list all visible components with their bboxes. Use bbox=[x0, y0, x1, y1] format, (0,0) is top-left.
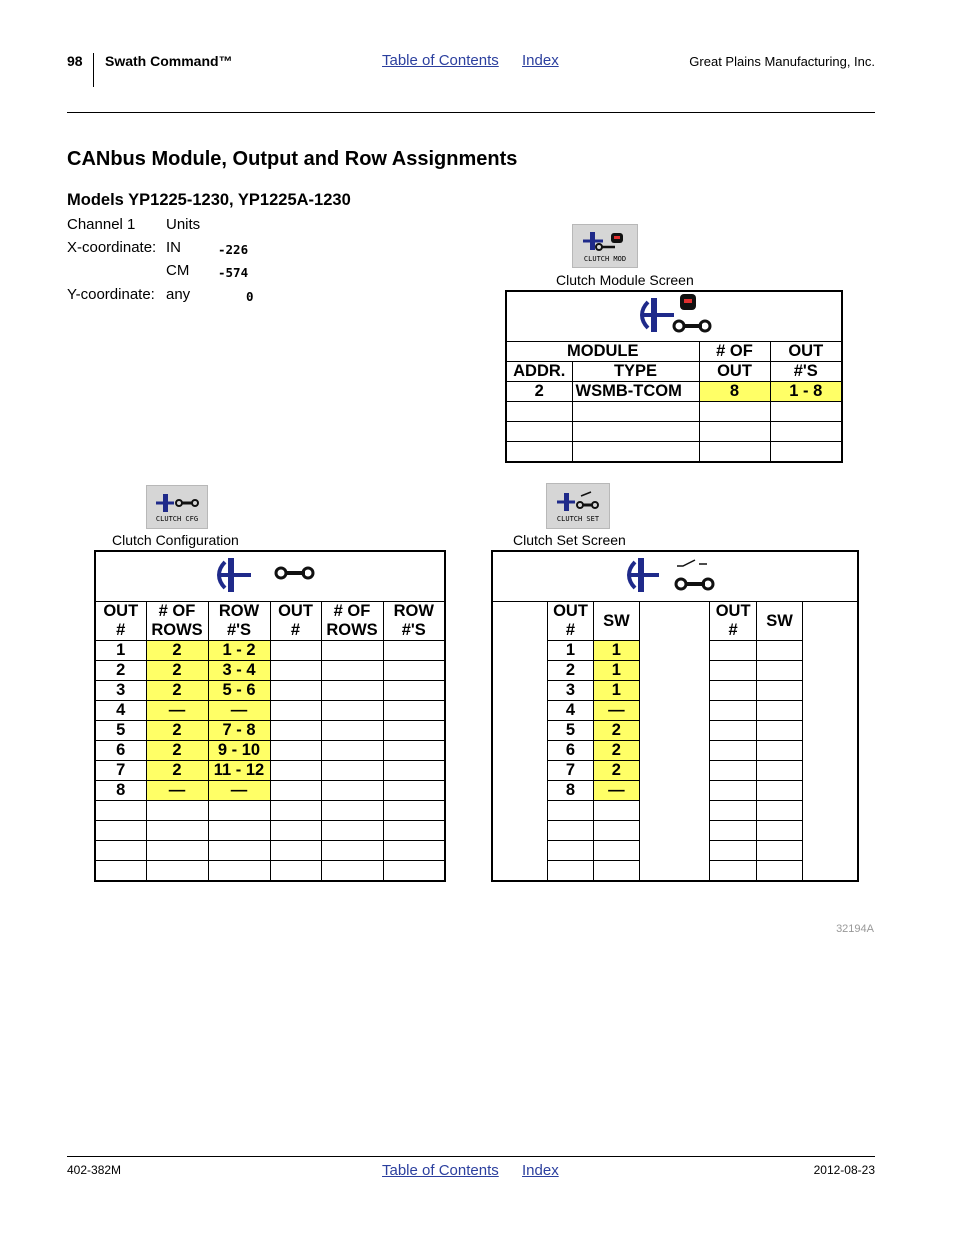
config-empty-cell bbox=[383, 861, 445, 882]
config-empty-cell bbox=[383, 641, 445, 661]
set-sw-cell: 1 bbox=[593, 681, 639, 701]
config-empty-cell bbox=[270, 661, 321, 681]
config-empty-cell bbox=[95, 821, 146, 841]
module-out-count-cell: 8 bbox=[699, 382, 770, 402]
document-code: 402-382M bbox=[67, 1163, 122, 1177]
models-subtitle: Models YP1225-1230, YP1225A-1230 bbox=[67, 191, 351, 209]
config-empty-cell bbox=[383, 801, 445, 821]
set-spacer-cell bbox=[639, 602, 709, 882]
table-row bbox=[95, 861, 445, 882]
set-header-cell: SW bbox=[757, 602, 803, 641]
set-empty-cell bbox=[710, 641, 757, 661]
set-empty-cell bbox=[757, 801, 803, 821]
set-icon-cell bbox=[492, 551, 858, 602]
y-value: 0 bbox=[246, 289, 254, 304]
config-out-cell: 5 bbox=[95, 721, 146, 741]
table-row bbox=[95, 641, 445, 661]
table-row bbox=[95, 801, 445, 821]
module-out-range-cell: 1 - 8 bbox=[770, 382, 842, 402]
x-coordinate-label: X-coordinate: bbox=[67, 239, 157, 256]
config-empty-cell bbox=[95, 861, 146, 882]
set-empty-cell bbox=[710, 741, 757, 761]
config-rows-count-cell: 2 bbox=[146, 681, 208, 701]
table-row bbox=[95, 761, 445, 781]
config-empty-cell bbox=[95, 841, 146, 861]
header-rule bbox=[67, 112, 875, 113]
type-header: TYPE bbox=[572, 362, 699, 382]
y-unit-label: any bbox=[166, 286, 191, 303]
set-empty-cell bbox=[548, 861, 594, 882]
set-sw-cell: 2 bbox=[593, 741, 639, 761]
config-out-cell: 3 bbox=[95, 681, 146, 701]
num-of-header: # OF bbox=[699, 342, 770, 362]
config-empty-cell bbox=[321, 641, 383, 661]
config-empty-cell bbox=[321, 741, 383, 761]
clutch-config-table bbox=[94, 550, 446, 882]
header-toc-link[interactable]: Table of Contents bbox=[382, 52, 499, 69]
units-label: Units bbox=[166, 216, 201, 233]
clutch-switch-wrench-icon bbox=[625, 552, 725, 596]
config-empty-cell bbox=[146, 841, 208, 861]
set-sw-cell: — bbox=[593, 781, 639, 801]
svg-text:CLUTCH MOD: CLUTCH MOD bbox=[583, 255, 627, 263]
config-empty-cell bbox=[208, 861, 270, 882]
table-row bbox=[95, 681, 445, 701]
config-row-range-cell: 7 - 8 bbox=[208, 721, 270, 741]
set-empty-cell bbox=[710, 661, 757, 681]
config-header-cell: # OF ROWS bbox=[321, 602, 383, 641]
set-empty-cell bbox=[548, 821, 594, 841]
config-out-cell: 7 bbox=[95, 761, 146, 781]
set-sw-cell: 2 bbox=[593, 721, 639, 741]
config-row-range-cell: — bbox=[208, 701, 270, 721]
config-empty-cell bbox=[270, 841, 321, 861]
set-empty-cell bbox=[593, 821, 639, 841]
clutch-config-button[interactable] bbox=[146, 485, 208, 529]
set-out-cell: 2 bbox=[548, 661, 594, 681]
set-empty-cell bbox=[593, 841, 639, 861]
table-row bbox=[95, 781, 445, 801]
clutch-set-caption: Clutch Set Screen bbox=[513, 532, 626, 548]
table-row bbox=[95, 721, 445, 741]
config-empty-cell bbox=[270, 861, 321, 882]
set-sw-cell: 2 bbox=[593, 761, 639, 781]
page-title: CANbus Module, Output and Row Assignments bbox=[67, 148, 518, 170]
config-empty-cell bbox=[383, 781, 445, 801]
set-empty-cell bbox=[710, 701, 757, 721]
set-empty-cell bbox=[710, 761, 757, 781]
config-rows-count-cell: — bbox=[146, 701, 208, 721]
config-empty-cell bbox=[270, 721, 321, 741]
table-row bbox=[95, 821, 445, 841]
set-out-cell: 5 bbox=[548, 721, 594, 741]
set-header-row bbox=[492, 602, 858, 641]
set-empty-cell bbox=[757, 681, 803, 701]
module-type-cell: WSMB-TCOM bbox=[572, 382, 699, 402]
config-empty-cell bbox=[321, 821, 383, 841]
config-header-cell: OUT # bbox=[270, 602, 321, 641]
config-empty-cell bbox=[383, 741, 445, 761]
clutch-config-caption: Clutch Configuration bbox=[112, 532, 239, 548]
config-empty-cell bbox=[383, 661, 445, 681]
set-empty-cell bbox=[710, 681, 757, 701]
config-out-cell: 4 bbox=[95, 701, 146, 721]
set-out-cell: 1 bbox=[548, 641, 594, 661]
config-rows-count-cell: 2 bbox=[146, 721, 208, 741]
header-index-link[interactable]: Index bbox=[522, 52, 559, 69]
clutch-module-caption: Clutch Module Screen bbox=[556, 272, 694, 288]
config-empty-cell bbox=[208, 821, 270, 841]
config-empty-cell bbox=[383, 841, 445, 861]
set-out-cell: 7 bbox=[548, 761, 594, 781]
set-empty-cell bbox=[757, 641, 803, 661]
clutch-module-button[interactable] bbox=[572, 224, 638, 268]
set-empty-cell bbox=[710, 821, 757, 841]
config-row-range-cell: 3 - 4 bbox=[208, 661, 270, 681]
config-empty-cell bbox=[383, 761, 445, 781]
clutch-module-icon bbox=[573, 225, 637, 267]
config-row-range-cell: 9 - 10 bbox=[208, 741, 270, 761]
config-row-range-cell: — bbox=[208, 781, 270, 801]
table-row bbox=[95, 661, 445, 681]
config-header-cell: OUT # bbox=[95, 602, 146, 641]
config-row-range-cell: 1 - 2 bbox=[208, 641, 270, 661]
set-empty-cell bbox=[757, 861, 803, 882]
module-icon-cell bbox=[506, 291, 842, 342]
set-empty-cell bbox=[593, 861, 639, 882]
config-empty-cell bbox=[270, 701, 321, 721]
config-empty-cell bbox=[270, 781, 321, 801]
footer-toc-link[interactable]: Table of Contents bbox=[382, 1162, 499, 1179]
clutch-wrench-icon bbox=[634, 292, 714, 336]
set-header-cell: OUT # bbox=[710, 602, 757, 641]
config-empty-cell bbox=[270, 641, 321, 661]
config-out-cell: 2 bbox=[95, 661, 146, 681]
config-empty-cell bbox=[270, 741, 321, 761]
out-header: OUT bbox=[770, 342, 842, 362]
in-value: -226 bbox=[218, 242, 249, 257]
config-empty-cell bbox=[321, 761, 383, 781]
config-empty-cell bbox=[321, 701, 383, 721]
clutch-set-table bbox=[491, 550, 859, 882]
config-empty-cell bbox=[208, 801, 270, 821]
config-empty-cell bbox=[321, 801, 383, 821]
config-rows-count-cell: — bbox=[146, 781, 208, 801]
set-sw-cell: 1 bbox=[593, 641, 639, 661]
out-count-header: OUT bbox=[699, 362, 770, 382]
page-number: 98 bbox=[67, 53, 83, 69]
set-empty-cell bbox=[710, 841, 757, 861]
config-empty-cell bbox=[95, 801, 146, 821]
config-empty-cell bbox=[146, 801, 208, 821]
footer-date: 2012-08-23 bbox=[813, 1163, 875, 1177]
table-row bbox=[506, 402, 842, 422]
config-empty-cell bbox=[146, 821, 208, 841]
footer-rule bbox=[67, 1156, 875, 1157]
product-title: Swath Command™ bbox=[105, 53, 233, 69]
cm-value: -574 bbox=[218, 265, 249, 280]
set-out-cell: 3 bbox=[548, 681, 594, 701]
set-empty-cell bbox=[757, 761, 803, 781]
config-empty-cell bbox=[321, 661, 383, 681]
table-row bbox=[95, 701, 445, 721]
set-sw-cell: 1 bbox=[593, 661, 639, 681]
header-divider bbox=[93, 53, 94, 87]
config-empty-cell bbox=[208, 841, 270, 861]
clutch-set-button[interactable] bbox=[546, 483, 610, 529]
module-addr-cell: 2 bbox=[506, 382, 572, 402]
config-empty-cell bbox=[321, 721, 383, 741]
config-empty-cell bbox=[383, 701, 445, 721]
set-empty-cell bbox=[757, 781, 803, 801]
config-rows-count-cell: 2 bbox=[146, 761, 208, 781]
clutch-set-icon bbox=[547, 484, 609, 528]
set-out-cell: 4 bbox=[548, 701, 594, 721]
config-header-cell: # OF ROWS bbox=[146, 602, 208, 641]
config-rows-count-cell: 2 bbox=[146, 741, 208, 761]
table-row bbox=[95, 741, 445, 761]
in-label: IN bbox=[166, 239, 181, 256]
set-empty-cell bbox=[710, 721, 757, 741]
set-header-cell: OUT # bbox=[548, 602, 594, 641]
set-empty-cell bbox=[757, 741, 803, 761]
config-empty-cell bbox=[146, 861, 208, 882]
set-empty-cell bbox=[757, 661, 803, 681]
config-empty-cell bbox=[321, 781, 383, 801]
clutch-module-table bbox=[505, 290, 843, 463]
config-empty-cell bbox=[270, 821, 321, 841]
footer-index-link[interactable]: Index bbox=[522, 1162, 559, 1179]
set-empty-cell bbox=[548, 801, 594, 821]
config-empty-cell bbox=[321, 681, 383, 701]
config-rows-count-cell: 2 bbox=[146, 661, 208, 681]
set-empty-cell bbox=[593, 801, 639, 821]
config-empty-cell bbox=[321, 861, 383, 882]
svg-text:CLUTCH SET: CLUTCH SET bbox=[556, 515, 600, 523]
table-row bbox=[506, 422, 842, 442]
config-empty-cell bbox=[270, 681, 321, 701]
config-header-cell: ROW #'S bbox=[208, 602, 270, 641]
clutch-config-icon bbox=[147, 486, 207, 528]
config-empty-cell bbox=[270, 801, 321, 821]
config-empty-cell bbox=[383, 681, 445, 701]
set-header-cell: SW bbox=[593, 602, 639, 641]
config-empty-cell bbox=[383, 821, 445, 841]
set-empty-cell bbox=[710, 861, 757, 882]
set-empty-cell bbox=[757, 841, 803, 861]
cm-label: CM bbox=[166, 262, 190, 279]
module-header: MODULE bbox=[506, 342, 699, 362]
set-empty-cell bbox=[757, 721, 803, 741]
config-header-cell: ROW #'S bbox=[383, 602, 445, 641]
table-row bbox=[506, 442, 842, 463]
set-empty-cell bbox=[710, 781, 757, 801]
config-empty-cell bbox=[383, 721, 445, 741]
channel-label: Channel 1 bbox=[67, 216, 136, 233]
svg-text:CLUTCH CFG: CLUTCH CFG bbox=[155, 515, 199, 523]
addr-header: ADDR. bbox=[506, 362, 572, 382]
config-row-range-cell: 5 - 6 bbox=[208, 681, 270, 701]
y-coordinate-label: Y-coordinate: bbox=[67, 286, 155, 303]
set-spacer-cell bbox=[492, 602, 548, 882]
config-out-cell: 8 bbox=[95, 781, 146, 801]
table-row bbox=[506, 382, 842, 402]
company-name: Great Plains Manufacturing, Inc. bbox=[689, 54, 875, 69]
out-numbers-header: #'S bbox=[770, 362, 842, 382]
set-empty-cell bbox=[548, 841, 594, 861]
set-spacer-cell bbox=[802, 602, 858, 882]
config-empty-cell bbox=[321, 841, 383, 861]
set-out-cell: 6 bbox=[548, 741, 594, 761]
config-row-range-cell: 11 - 12 bbox=[208, 761, 270, 781]
set-sw-cell: — bbox=[593, 701, 639, 721]
set-empty-cell bbox=[710, 801, 757, 821]
set-out-cell: 8 bbox=[548, 781, 594, 801]
config-icon-cell bbox=[95, 551, 445, 602]
config-rows-count-cell: 2 bbox=[146, 641, 208, 661]
clutch-wrench-icon bbox=[215, 552, 325, 596]
config-empty-cell bbox=[270, 761, 321, 781]
set-empty-cell bbox=[757, 821, 803, 841]
table-row bbox=[95, 841, 445, 861]
set-empty-cell bbox=[757, 701, 803, 721]
figure-number: 32194A bbox=[836, 923, 874, 935]
config-out-cell: 1 bbox=[95, 641, 146, 661]
config-out-cell: 6 bbox=[95, 741, 146, 761]
